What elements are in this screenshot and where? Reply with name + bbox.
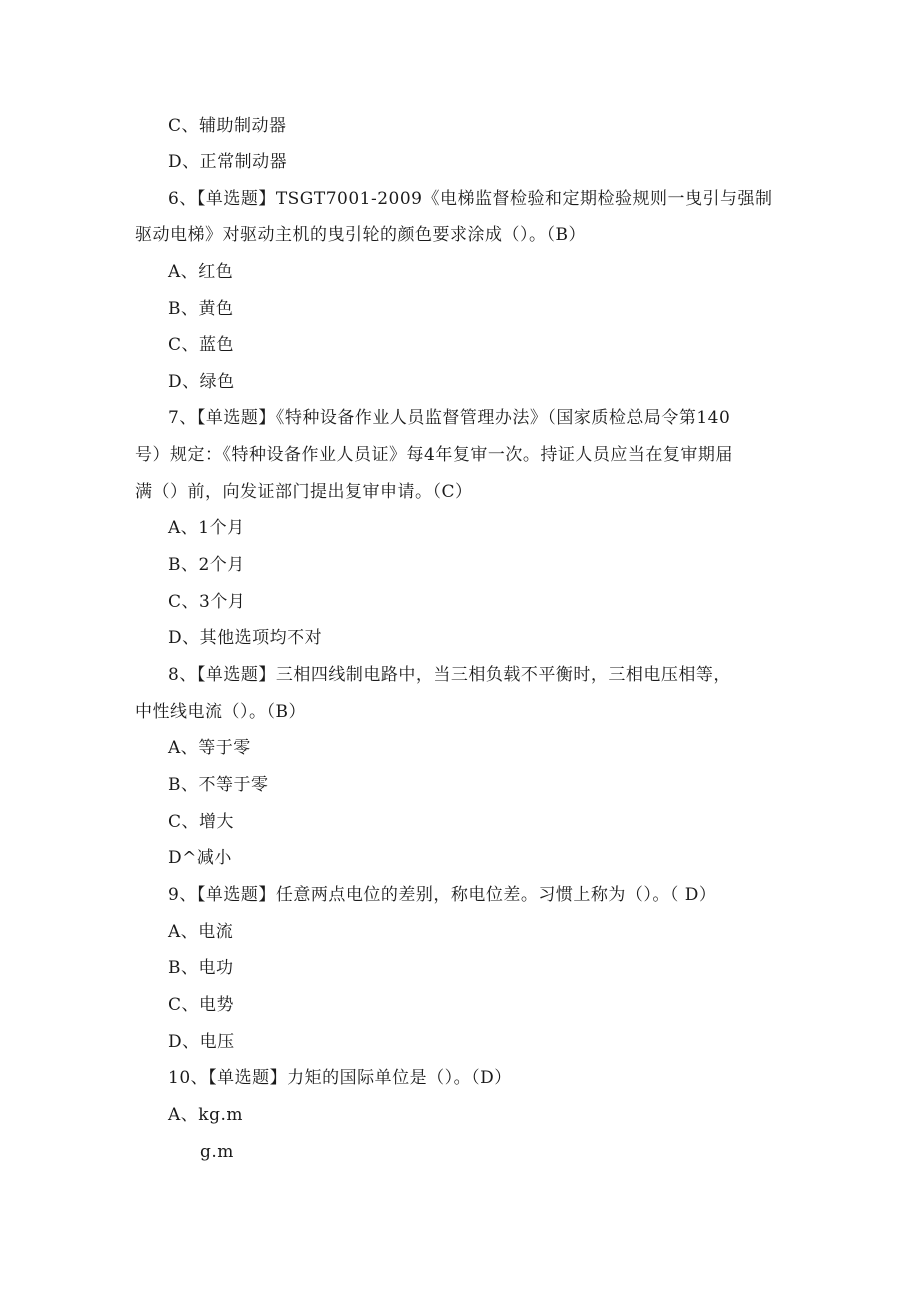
option-line: B、黄色 [168, 299, 234, 319]
option-line: A、1个月 [168, 518, 245, 538]
option-line: C、3个月 [168, 592, 246, 612]
question-line: 9、【单选题】任意两点电位的差别，称电位差。习惯上称为（）。（ D） [168, 885, 717, 905]
question-line: 7、【单选题】《特种设备作业人员监督管理办法》（国家质检总局令第140 [168, 408, 731, 428]
question-line: 8、【单选题】三相四线制电路中，当三相负载不平衡时，三相电压相等， [168, 665, 731, 685]
option-line: D、其他选项均不对 [168, 628, 323, 648]
question-line: 6、【单选题】TSGT7001-2009《电梯监督检验和定期检验规则一曳引与强制 [168, 189, 773, 209]
option-line: g.m [200, 1142, 234, 1162]
question-line: 10、【单选题】力矩的国际单位是（）。（D） [168, 1068, 512, 1088]
option-line: B、电功 [168, 958, 234, 978]
option-line: B、不等于零 [168, 775, 269, 795]
option-line: B、2个月 [168, 555, 245, 575]
option-line: C、增大 [168, 812, 235, 832]
option-line: A、kg.m [168, 1105, 243, 1125]
option-line: C、电势 [168, 995, 235, 1015]
question-continuation: 驱动电梯》对驱动主机的曳引轮的颜色要求涂成（）。（B） [135, 225, 586, 245]
option-line: A、红色 [168, 262, 234, 282]
option-line: A、等于零 [168, 738, 251, 758]
question-continuation: 号）规定：《特种设备作业人员证》每4年复审一次。持证人员应当在复审期届 [135, 445, 733, 465]
option-line: D^减小 [168, 848, 232, 868]
question-continuation: 满（）前，向发证部门提出复审申请。（C） [135, 482, 473, 502]
question-continuation: 中性线电流（）。（B） [135, 702, 306, 722]
option-line: C、蓝色 [168, 335, 235, 355]
option-line: D、正常制动器 [168, 152, 288, 172]
option-line: D、绿色 [168, 372, 235, 392]
option-line: A、电流 [168, 922, 234, 942]
option-line: C、辅助制动器 [168, 116, 287, 136]
option-line: D、电压 [168, 1032, 235, 1052]
